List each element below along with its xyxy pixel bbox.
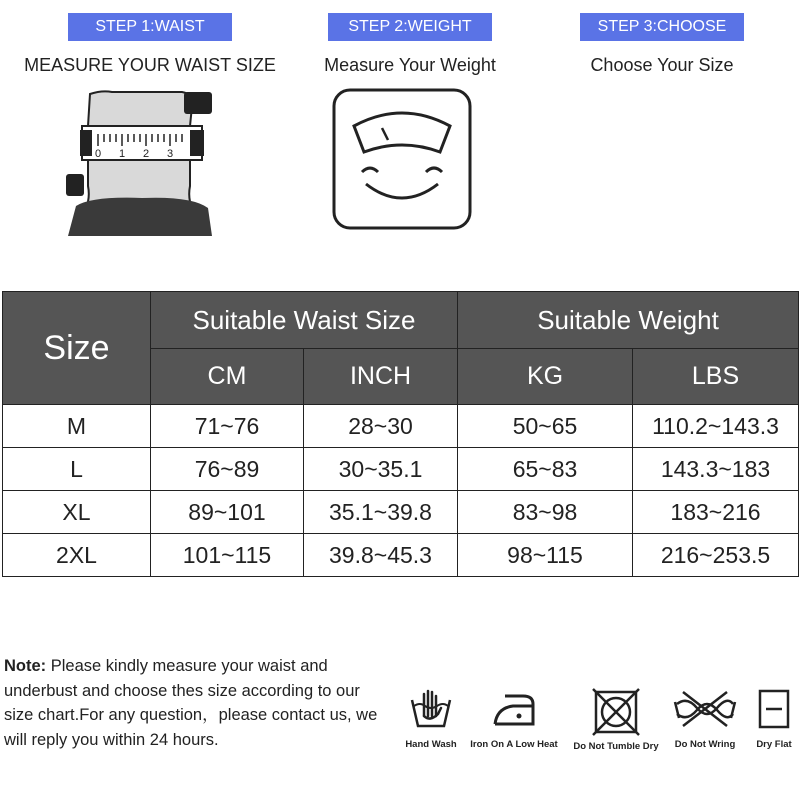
lbs-cell: 183~216 — [633, 491, 799, 534]
step-1-badge: STEP 1:WAIST — [68, 13, 232, 41]
waist-tape-icon — [62, 86, 222, 236]
care-label: Do Not Tumble Dry — [573, 741, 659, 752]
cm-cell: 89~101 — [151, 491, 304, 534]
size-cell: M — [3, 405, 151, 448]
step-2 — [290, 13, 530, 76]
cm-cell: 76~89 — [151, 448, 304, 491]
step-1 — [20, 13, 280, 76]
care-label: Dry Flat — [756, 739, 792, 750]
cm-cell: 101~115 — [151, 534, 304, 577]
inch-cell: 39.8~45.3 — [304, 534, 458, 577]
care-label: Hand Wash — [405, 739, 457, 750]
table-row — [3, 491, 799, 534]
care-no-tumble — [566, 688, 666, 752]
tape-number-1: 1 — [118, 148, 126, 160]
size-cell: 2XL — [3, 534, 151, 577]
unit-lbs-header: LBS — [633, 349, 799, 405]
lbs-cell: 110.2~143.3 — [633, 405, 799, 448]
size-header: Size — [3, 292, 151, 405]
step-3-caption: Choose Your Size — [590, 55, 734, 75]
no-tumble-dry-icon — [591, 688, 641, 736]
waist-header: Suitable Waist Size — [151, 292, 458, 349]
hand-wash-icon — [408, 688, 454, 730]
care-label: Do Not Wring — [674, 739, 736, 750]
note-label: Note: — [4, 657, 47, 675]
size-cell: L — [3, 448, 151, 491]
unit-inch-header: INCH — [304, 349, 458, 405]
cm-cell: 71~76 — [151, 405, 304, 448]
note-paragraph — [4, 654, 390, 752]
table-row — [3, 405, 799, 448]
kg-cell: 50~65 — [458, 405, 633, 448]
table-row — [3, 534, 799, 577]
care-iron — [464, 688, 564, 750]
care-dry-flat — [748, 688, 800, 750]
care-label: Iron On A Low Heat — [470, 739, 558, 750]
lbs-cell: 216~253.5 — [633, 534, 799, 577]
inch-cell: 35.1~39.8 — [304, 491, 458, 534]
iron-low-heat-icon — [489, 688, 539, 730]
unit-cm-header: CM — [151, 349, 304, 405]
table-row — [3, 448, 799, 491]
weight-header: Suitable Weight — [458, 292, 799, 349]
lbs-cell: 143.3~183 — [633, 448, 799, 491]
note-text: Please kindly measure your waist and underbust and choose thes size according to our size chart.For any question，please contact us, we will reply you within 24 hours. — [4, 657, 378, 749]
step-2-caption: Measure Your Weight — [324, 55, 496, 75]
tape-number-2: 2 — [142, 148, 150, 160]
no-wring-icon — [673, 688, 737, 730]
step-3 — [552, 13, 772, 76]
dry-flat-icon — [757, 688, 791, 730]
care-hand-wash — [400, 688, 462, 750]
size-chart-table — [2, 291, 799, 577]
step-2-badge: STEP 2:WEIGHT — [328, 13, 492, 41]
inch-cell: 28~30 — [304, 405, 458, 448]
kg-cell: 65~83 — [458, 448, 633, 491]
size-cell: XL — [3, 491, 151, 534]
step-3-badge: STEP 3:CHOOSE — [580, 13, 744, 41]
tape-number-0: 0 — [94, 148, 102, 160]
scale-icon — [332, 88, 472, 230]
step-1-caption: MEASURE YOUR WAIST SIZE — [24, 55, 276, 75]
unit-kg-header: KG — [458, 349, 633, 405]
tape-number-3: 3 — [166, 148, 174, 160]
inch-cell: 30~35.1 — [304, 448, 458, 491]
care-no-wring — [668, 688, 742, 750]
kg-cell: 98~115 — [458, 534, 633, 577]
kg-cell: 83~98 — [458, 491, 633, 534]
